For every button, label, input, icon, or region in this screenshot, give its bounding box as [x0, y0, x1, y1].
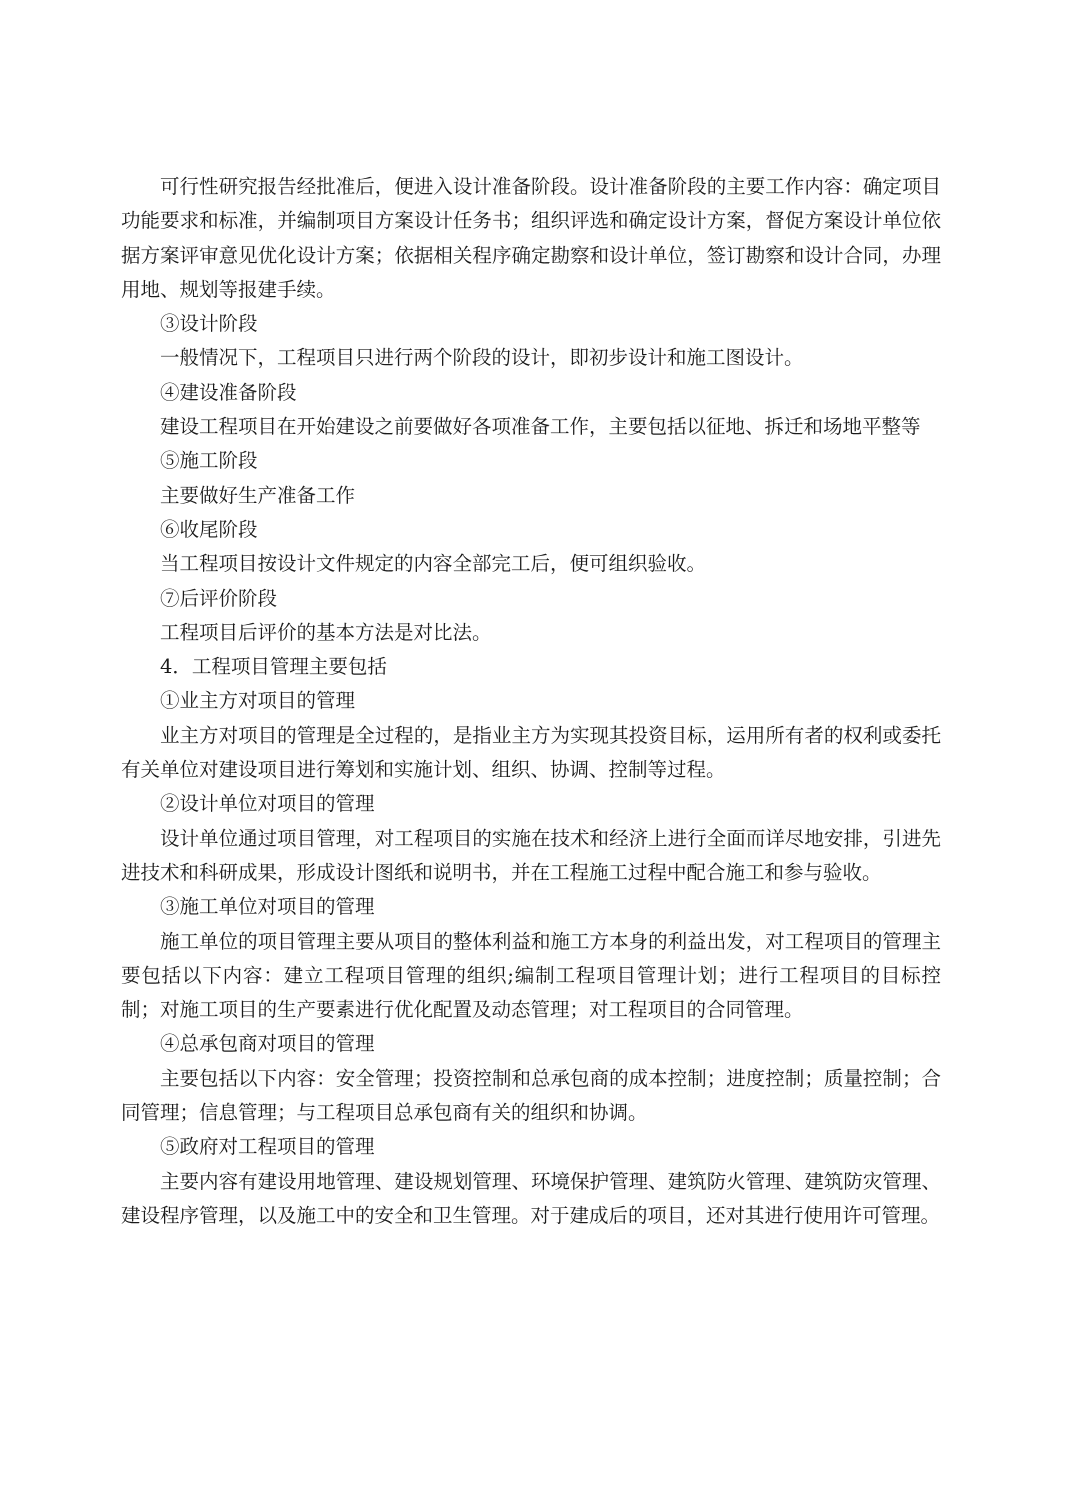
heading-section-4: 4．工程项目管理主要包括 [160, 655, 387, 679]
paragraph-design-preparation: 可行性研究报告经批准后，便进入设计准备阶段。设计准备阶段的主要工作内容：确定项目功能要求和标准，并编制项目方案设计任务书；组织评选和确定设计方案，督促方案设计单位依据方案评审意见优化设计方案；依据相关程序确定勘察和设计单位，签订勘察和设计合同，办理用地、规划等报建手续。 [121, 175, 941, 301]
paragraph-owner-management: 业主方对项目的管理是全过程的，是指业主方为实现其投资目标，运用所有者的权利或委托有关单位对建设项目进行筹划和实施计划、组织、协调、控制等过程。 [121, 723, 941, 782]
heading-government-management: ⑤政府对工程项目的管理 [160, 1135, 375, 1159]
heading-construction-preparation: ④建设准备阶段 [160, 380, 297, 404]
paragraph-design-stage: 一般情况下，工程项目只进行两个阶段的设计，即初步设计和施工图设计。 [160, 346, 804, 370]
paragraph-construction-preparation: 建设工程项目在开始建设之前要做好各项准备工作，主要包括以征地、拆迁和场地平整等 [160, 415, 921, 439]
heading-contractor-management: ③施工单位对项目的管理 [160, 895, 375, 919]
heading-closing-stage: ⑥收尾阶段 [160, 517, 258, 541]
document-page [121, 170, 941, 1233]
paragraph-post-evaluation: 工程项目后评价的基本方法是对比法。 [160, 620, 492, 644]
heading-post-evaluation: ⑦后评价阶段 [160, 586, 278, 610]
paragraph-government-management: 主要内容有建设用地管理、建设规划管理、环境保护管理、建筑防火管理、建筑防灾管理、建设程序管理，以及施工中的安全和卫生管理。对于建成后的项目，还对其进行使用许可管理。 [121, 1169, 941, 1227]
paragraph-designer-management: 设计单位通过项目管理，对工程项目的实施在技术和经济上进行全面而详尽地安排，引进先进技术和科研成果，形成设计图纸和说明书，并在工程施工过程中配合施工和参与验收。 [121, 826, 941, 884]
paragraph-general-contractor-management: 主要包括以下内容：安全管理；投资控制和总承包商的成本控制；进度控制；质量控制；合同管理；信息管理；与工程项目总承包商有关的组织和协调。 [121, 1066, 941, 1125]
heading-designer-management: ②设计单位对项目的管理 [160, 792, 375, 816]
heading-general-contractor-management: ④总承包商对项目的管理 [160, 1032, 375, 1056]
paragraph-closing-stage: 当工程项目按设计文件规定的内容全部完工后，便可组织验收。 [160, 552, 707, 576]
heading-owner-management: ①业主方对项目的管理 [160, 689, 356, 713]
paragraph-construction-stage: 主要做好生产准备工作 [160, 483, 356, 507]
paragraph-contractor-management: 施工单位的项目管理主要从项目的整体利益和施工方本身的利益出发，对工程项目的管理主要包括以下内容：建立工程项目管理的组织;编制工程项目管理计划；进行工程项目的目标控制；对施工项目的生产要素进行优化配置及动态管理；对工程项目的合同管理。 [121, 929, 941, 1022]
heading-construction-stage: ⑤施工阶段 [160, 449, 258, 473]
heading-design-stage: ③设计阶段 [160, 312, 258, 336]
